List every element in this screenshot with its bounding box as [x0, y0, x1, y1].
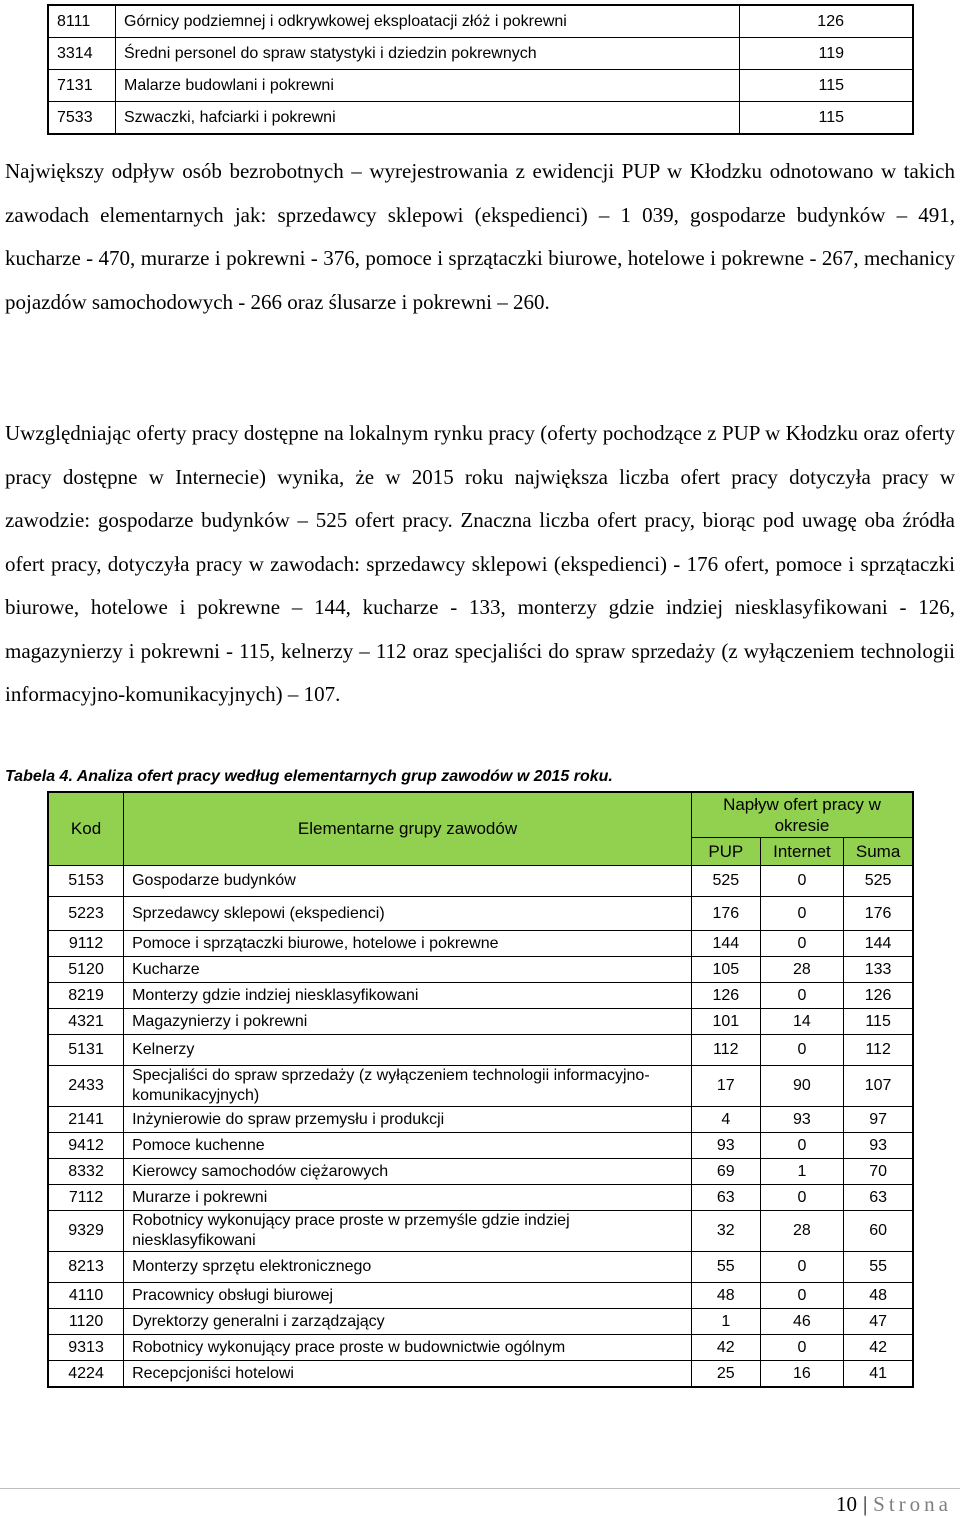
table-row	[48, 1309, 913, 1335]
table-row	[48, 1107, 913, 1133]
footer-divider	[0, 1488, 960, 1489]
job-offers-table-body	[48, 866, 913, 1388]
row-internet: 0	[760, 1252, 844, 1283]
table-row	[48, 931, 913, 957]
occupation-name: Górnicy podziemnej i odkrywkowej eksploatacji złóż i pokrewni	[116, 5, 740, 38]
occupation-name: Średni personel do spraw statystyki i dziedzin pokrewnych	[116, 38, 740, 70]
row-pup: 1	[691, 1309, 760, 1335]
row-nazwa: Monterzy gdzie indziej niesklasyfikowani	[124, 983, 692, 1009]
row-nazwa: Monterzy sprzętu elektronicznego	[124, 1252, 692, 1283]
row-nazwa: Dyrektorzy generalni i zarządzający	[124, 1309, 692, 1335]
row-internet: 46	[760, 1309, 844, 1335]
table-row	[48, 1283, 913, 1309]
header-kod: Kod	[48, 792, 124, 866]
row-pup: 93	[691, 1133, 760, 1159]
row-suma: 133	[844, 957, 913, 983]
table-row	[48, 983, 913, 1009]
row-nazwa: Pomoce kuchenne	[124, 1133, 692, 1159]
row-suma: 97	[844, 1107, 913, 1133]
row-nazwa: Kucharze	[124, 957, 692, 983]
row-suma: 63	[844, 1185, 913, 1211]
row-pup: 69	[691, 1159, 760, 1185]
row-nazwa: Gospodarze budynków	[124, 866, 692, 897]
row-suma: 47	[844, 1309, 913, 1335]
row-internet: 93	[760, 1107, 844, 1133]
row-pup: 105	[691, 957, 760, 983]
table-row	[48, 1185, 913, 1211]
row-pup: 42	[691, 1335, 760, 1361]
occupation-name: Szwaczki, hafciarki i pokrewni	[116, 102, 740, 135]
row-pup: 25	[691, 1361, 760, 1388]
row-kod: 8332	[48, 1159, 124, 1185]
row-kod: 2141	[48, 1107, 124, 1133]
paragraph-outflow: Największy odpływ osób bezrobotnych – wyrejestrowania z ewidencji PUP w Kłodzku odnotowano w takich zawodach elementarnych jak: sprzedawcy sklepowi (ekspedienci) – 1 039, gospodarze budynków – 491, kucharze - 470, murarze i pokrewni - 376, pomoce i sprzątaczki biurowe, hotelowe i pokrewne - 267, mechanicy pojazdów samochodowych - 266 oraz ślusarze i pokrewni – 260.	[5, 159, 955, 314]
table-row	[48, 866, 913, 897]
row-internet: 0	[760, 1335, 844, 1361]
row-kod: 8219	[48, 983, 124, 1009]
row-suma: 60	[844, 1211, 913, 1252]
row-suma: 48	[844, 1283, 913, 1309]
row-nazwa: Robotnicy wykonujący prace proste w przemyśle gdzie indziej niesklasyfikowani	[124, 1211, 692, 1252]
row-nazwa: Specjaliści do spraw sprzedaży (z wyłączeniem technologii informacyjno-komunikacyjnych)	[124, 1066, 692, 1107]
row-internet: 0	[760, 866, 844, 897]
header-suma: Suma	[844, 838, 913, 866]
table-row	[48, 957, 913, 983]
row-pup: 176	[691, 897, 760, 931]
row-kod: 2433	[48, 1066, 124, 1107]
header-row-top	[48, 792, 913, 838]
row-suma: 70	[844, 1159, 913, 1185]
row-pup: 63	[691, 1185, 760, 1211]
row-kod: 9329	[48, 1211, 124, 1252]
row-internet: 90	[760, 1066, 844, 1107]
occupation-count: 119	[740, 38, 914, 70]
table-row	[48, 38, 913, 70]
occupation-code: 8111	[48, 5, 116, 38]
row-kod: 1120	[48, 1309, 124, 1335]
row-internet: 14	[760, 1009, 844, 1035]
row-suma: 112	[844, 1035, 913, 1066]
row-internet: 1	[760, 1159, 844, 1185]
row-nazwa: Recepcjoniści hotelowi	[124, 1361, 692, 1388]
row-internet: 0	[760, 983, 844, 1009]
row-pup: 32	[691, 1211, 760, 1252]
row-pup: 55	[691, 1252, 760, 1283]
footer-separator: |	[862, 1492, 868, 1516]
occupation-code: 7131	[48, 70, 116, 102]
page-number: 10	[835, 1492, 857, 1516]
table-row	[48, 1335, 913, 1361]
row-kod: 7112	[48, 1185, 124, 1211]
row-pup: 126	[691, 983, 760, 1009]
occupation-count: 115	[740, 102, 914, 135]
row-kod: 4224	[48, 1361, 124, 1388]
table-row	[48, 1361, 913, 1388]
row-pup: 112	[691, 1035, 760, 1066]
row-suma: 41	[844, 1361, 913, 1388]
row-nazwa: Pracownicy obsługi biurowej	[124, 1283, 692, 1309]
row-internet: 16	[760, 1361, 844, 1388]
table-row	[48, 1066, 913, 1107]
header-internet: Internet	[760, 838, 844, 866]
row-kod: 5153	[48, 866, 124, 897]
row-suma: 525	[844, 866, 913, 897]
occupation-code: 3314	[48, 38, 116, 70]
footer-page-word: Strona	[873, 1492, 952, 1516]
row-pup: 144	[691, 931, 760, 957]
row-kod: 5120	[48, 957, 124, 983]
row-internet: 0	[760, 931, 844, 957]
row-nazwa: Kierowcy samochodów ciężarowych	[124, 1159, 692, 1185]
row-nazwa: Pomoce i sprzątaczki biurowe, hotelowe i pokrewne	[124, 931, 692, 957]
occupation-count: 115	[740, 70, 914, 102]
row-pup: 101	[691, 1009, 760, 1035]
table-row	[48, 70, 913, 102]
row-kod: 5131	[48, 1035, 124, 1066]
job-offers-table	[47, 791, 914, 1388]
occupation-count: 126	[740, 5, 914, 38]
row-nazwa: Inżynierowie do spraw przemysłu i produkcji	[124, 1107, 692, 1133]
row-kod: 9112	[48, 931, 124, 957]
header-naplyw-ofert: Napływ ofert pracy w okresie	[691, 792, 913, 838]
row-internet: 0	[760, 1185, 844, 1211]
job-offers-table-header	[48, 792, 913, 866]
row-kod: 4110	[48, 1283, 124, 1309]
top-occupation-table	[47, 4, 914, 135]
table-row	[48, 1252, 913, 1283]
page-footer	[836, 1492, 952, 1517]
table-row	[48, 897, 913, 931]
row-kod: 5223	[48, 897, 124, 931]
row-pup: 17	[691, 1066, 760, 1107]
header-grupy-zawodow: Elementarne grupy zawodów	[124, 792, 692, 866]
row-suma: 42	[844, 1335, 913, 1361]
row-suma: 144	[844, 931, 913, 957]
row-internet: 0	[760, 1283, 844, 1309]
row-nazwa: Sprzedawcy sklepowi (ekspedienci)	[124, 897, 692, 931]
row-internet: 0	[760, 1133, 844, 1159]
row-nazwa: Robotnicy wykonujący prace proste w budownictwie ogólnym	[124, 1335, 692, 1361]
row-kod: 4321	[48, 1009, 124, 1035]
occupation-name: Malarze budowlani i pokrewni	[116, 70, 740, 102]
table-row	[48, 102, 913, 135]
row-pup: 525	[691, 866, 760, 897]
row-suma: 126	[844, 983, 913, 1009]
table-row	[48, 1211, 913, 1252]
row-internet: 0	[760, 1035, 844, 1066]
table-row	[48, 5, 913, 38]
row-pup: 4	[691, 1107, 760, 1133]
row-kod: 8213	[48, 1252, 124, 1283]
row-suma: 93	[844, 1133, 913, 1159]
table-row	[48, 1009, 913, 1035]
row-nazwa: Kelnerzy	[124, 1035, 692, 1066]
top-table-body	[48, 5, 913, 134]
row-kod: 9412	[48, 1133, 124, 1159]
row-suma: 176	[844, 897, 913, 931]
table-row	[48, 1159, 913, 1185]
row-suma: 107	[844, 1066, 913, 1107]
paragraph-job-offers: Uwzględniając oferty pracy dostępne na lokalnym rynku pracy (oferty pochodzące z PUP w Kłodzku oraz oferty pracy dostępne w Internecie) wynika, że w 2015 roku największa liczba ofert pracy dotyczyła pracy w zawodzie: gospodarze budynków – 525 ofert pracy. Znaczna liczba ofert pracy, biorąc pod uwagę oba źródła ofert pracy, dotyczyła pracy w zawodach: sprzedawcy sklepowi (ekspedienci) - 176 ofert, pomoce i sprzątaczki biurowe, hotelowe i pokrewne – 144, kucharze - 133, monterzy gdzie indziej niesklasyfikowani - 126, magazynierzy i pokrewni - 115, kelnerzy – 112 oraz specjaliści do spraw sprzedaży (z wyłączeniem technologii informacyjno-komunikacyjnych) – 107.	[5, 421, 955, 706]
row-suma: 115	[844, 1009, 913, 1035]
occupation-code: 7533	[48, 102, 116, 135]
row-nazwa: Murarze i pokrewni	[124, 1185, 692, 1211]
header-pup: PUP	[691, 838, 760, 866]
table-4-caption: Tabela 4. Analiza ofert pracy według elementarnych grup zawodów w 2015 roku.	[5, 768, 613, 785]
row-internet: 0	[760, 897, 844, 931]
table-row	[48, 1035, 913, 1066]
table-row	[48, 1133, 913, 1159]
row-internet: 28	[760, 1211, 844, 1252]
row-kod: 9313	[48, 1335, 124, 1361]
row-suma: 55	[844, 1252, 913, 1283]
row-internet: 28	[760, 957, 844, 983]
row-nazwa: Magazynierzy i pokrewni	[124, 1009, 692, 1035]
row-pup: 48	[691, 1283, 760, 1309]
